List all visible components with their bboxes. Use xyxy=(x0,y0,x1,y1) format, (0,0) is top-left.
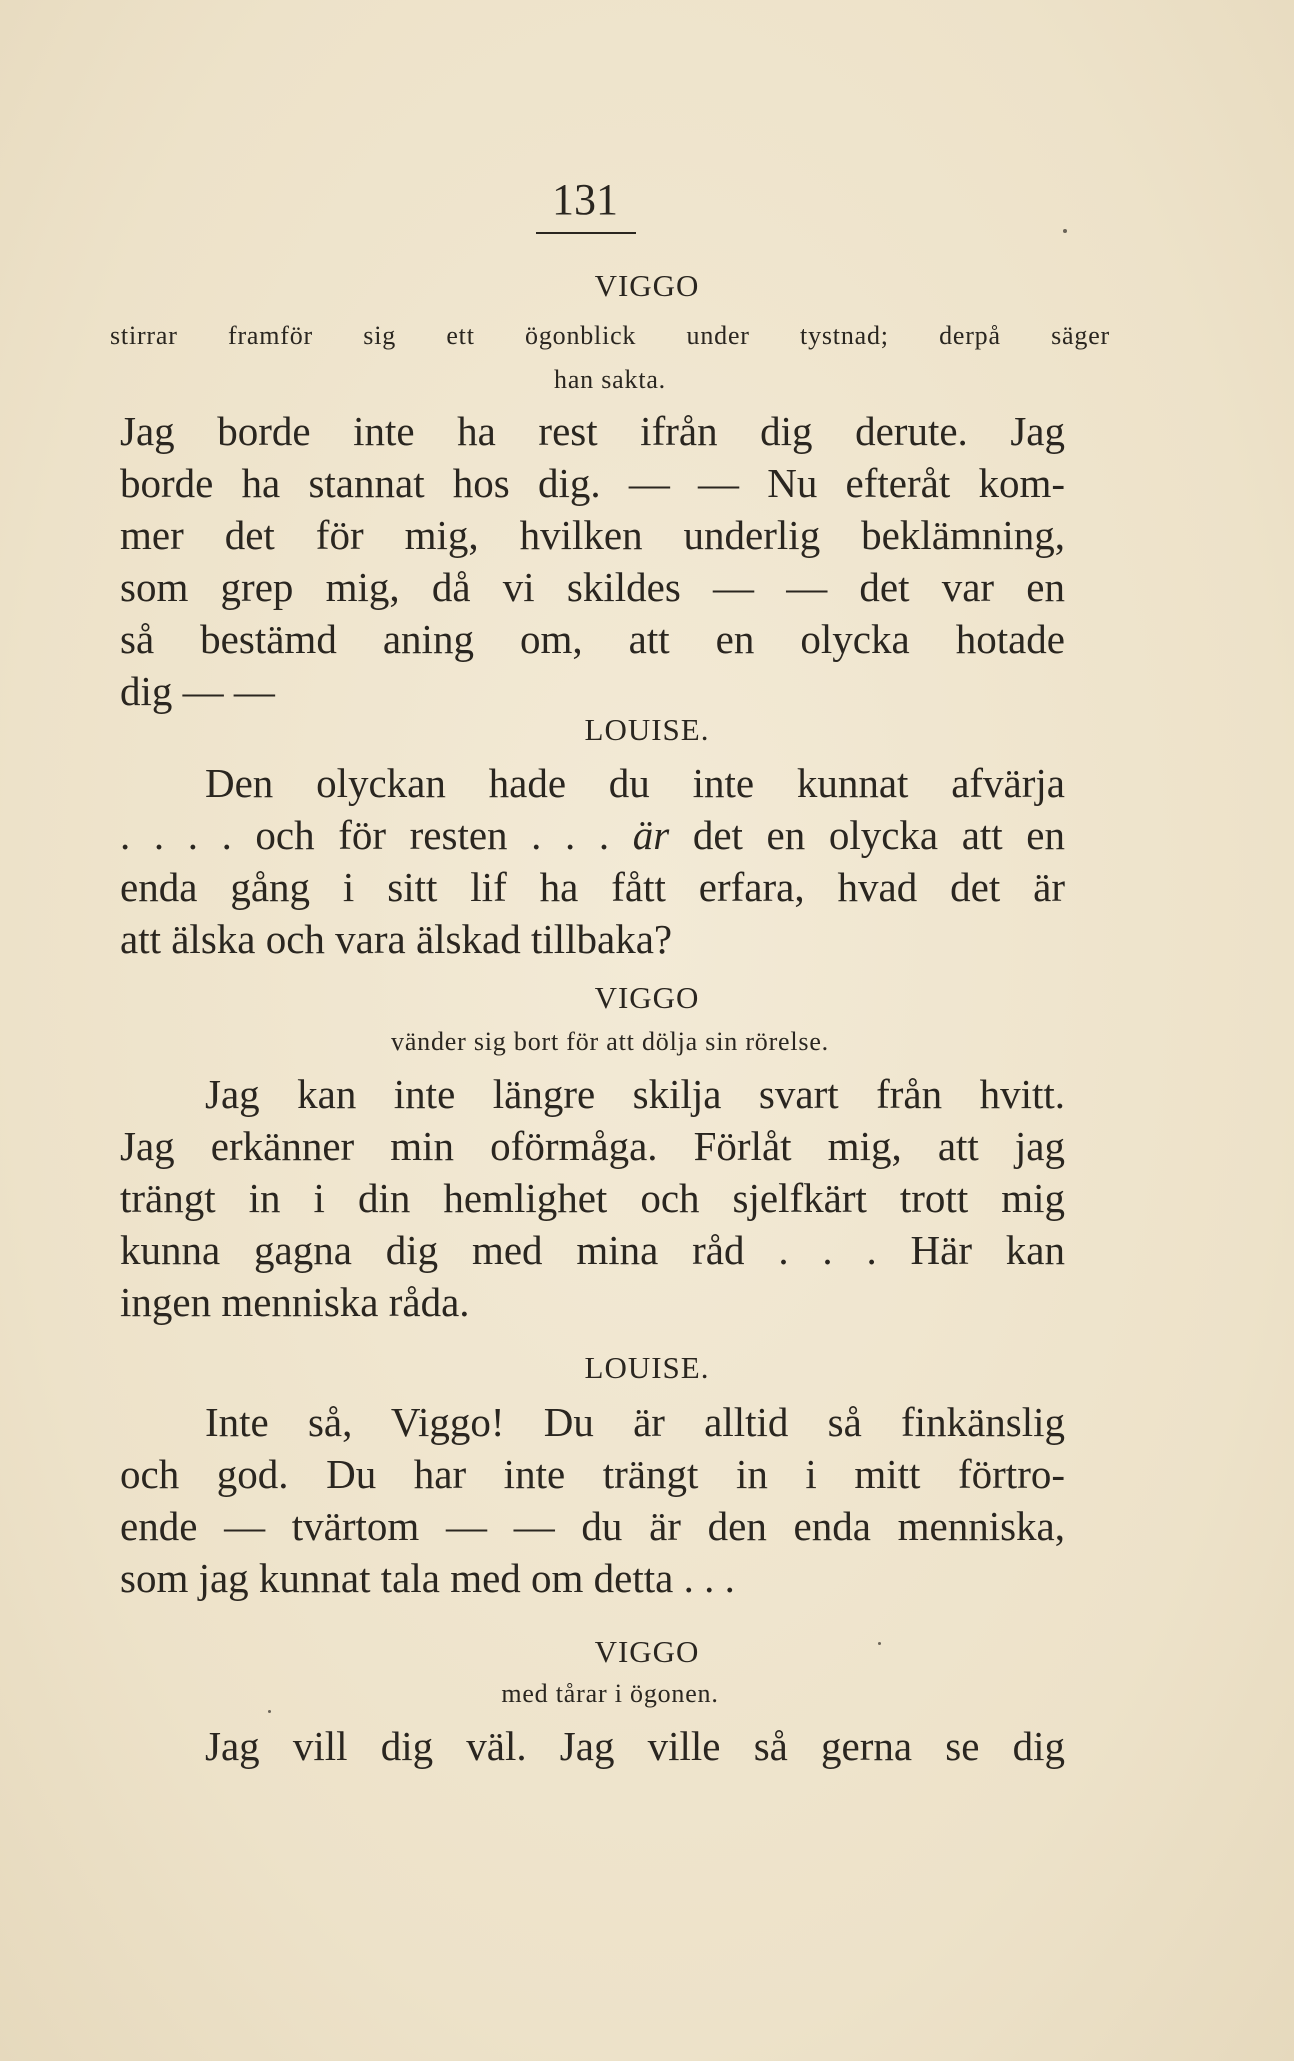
stage-direction: han sakta. xyxy=(554,365,666,394)
text-line: mer det för mig, hvilken underlig beklämning, xyxy=(120,512,1065,558)
speaker-name: VIGGO xyxy=(594,1634,700,1669)
emphasized-word: är xyxy=(632,812,670,858)
text-line: att älska och vara älskad tillbaka? xyxy=(120,916,673,962)
speaker-name: LOUISE. xyxy=(584,1350,710,1385)
text-line: Inte så, Viggo! Du är alltid så finkänslig xyxy=(205,1399,1065,1445)
stage-direction: vänder sig bort för att dölja sin rörelse. xyxy=(391,1027,829,1056)
print-speck xyxy=(1063,229,1067,233)
text-line: borde ha stannat hos dig. — — Nu efteråt kom- xyxy=(120,460,1065,506)
dialogue-paragraph xyxy=(120,757,1065,965)
stage-direction: stirrar framför sig ett ögonblick under tystnad; derpå säger xyxy=(110,321,1110,350)
text-line: dig — — xyxy=(120,668,275,714)
speaker-name: VIGGO xyxy=(594,980,700,1015)
text-line xyxy=(120,809,1065,861)
text-line: Jag vill dig väl. Jag ville så gerna se dig xyxy=(205,1723,1065,1769)
dialogue-paragraph xyxy=(120,1396,1065,1604)
page-number-rule xyxy=(536,232,636,234)
text-line: Jag borde inte ha rest ifrån dig derute. Jag xyxy=(120,408,1065,454)
text-line: och god. Du har inte trängt in i mitt förtro- xyxy=(120,1451,1065,1497)
text-line: som grep mig, då vi skildes — — det var en xyxy=(120,564,1065,610)
text-line: Jag erkänner min oförmåga. Förlåt mig, att jag xyxy=(120,1123,1065,1169)
text-line: så bestämd aning om, att en olycka hotade xyxy=(120,616,1065,662)
text-line: kunna gagna dig med mina råd . . . Här kan xyxy=(120,1227,1065,1273)
page-number: 131 xyxy=(552,175,618,224)
text-line: som jag kunnat tala med om detta . . . xyxy=(120,1555,735,1601)
text-segment: det en olycka att en xyxy=(692,812,1065,858)
text-line: ende — tvärtom — — du är den enda menniska, xyxy=(120,1503,1065,1549)
text-line: trängt in i din hemlighet och sjelfkärt trott mig xyxy=(120,1175,1065,1221)
text-segment: . . . . och för resten . . . xyxy=(120,812,610,858)
speaker-name: VIGGO xyxy=(594,268,700,303)
dialogue-paragraph xyxy=(120,405,1065,717)
text-line: Den olyckan hade du inte kunnat afvärja xyxy=(205,760,1065,806)
stage-direction: med tårar i ögonen. xyxy=(501,1679,719,1708)
dialogue-paragraph xyxy=(120,1068,1065,1328)
text-line: enda gång i sitt lif ha fått erfara, hvad det är xyxy=(120,864,1065,910)
speaker-name: LOUISE. xyxy=(584,712,710,747)
text-line: Jag kan inte längre skilja svart från hvitt. xyxy=(205,1071,1065,1117)
dialogue-paragraph xyxy=(120,1720,1065,1772)
text-line: ingen menniska råda. xyxy=(120,1279,470,1325)
